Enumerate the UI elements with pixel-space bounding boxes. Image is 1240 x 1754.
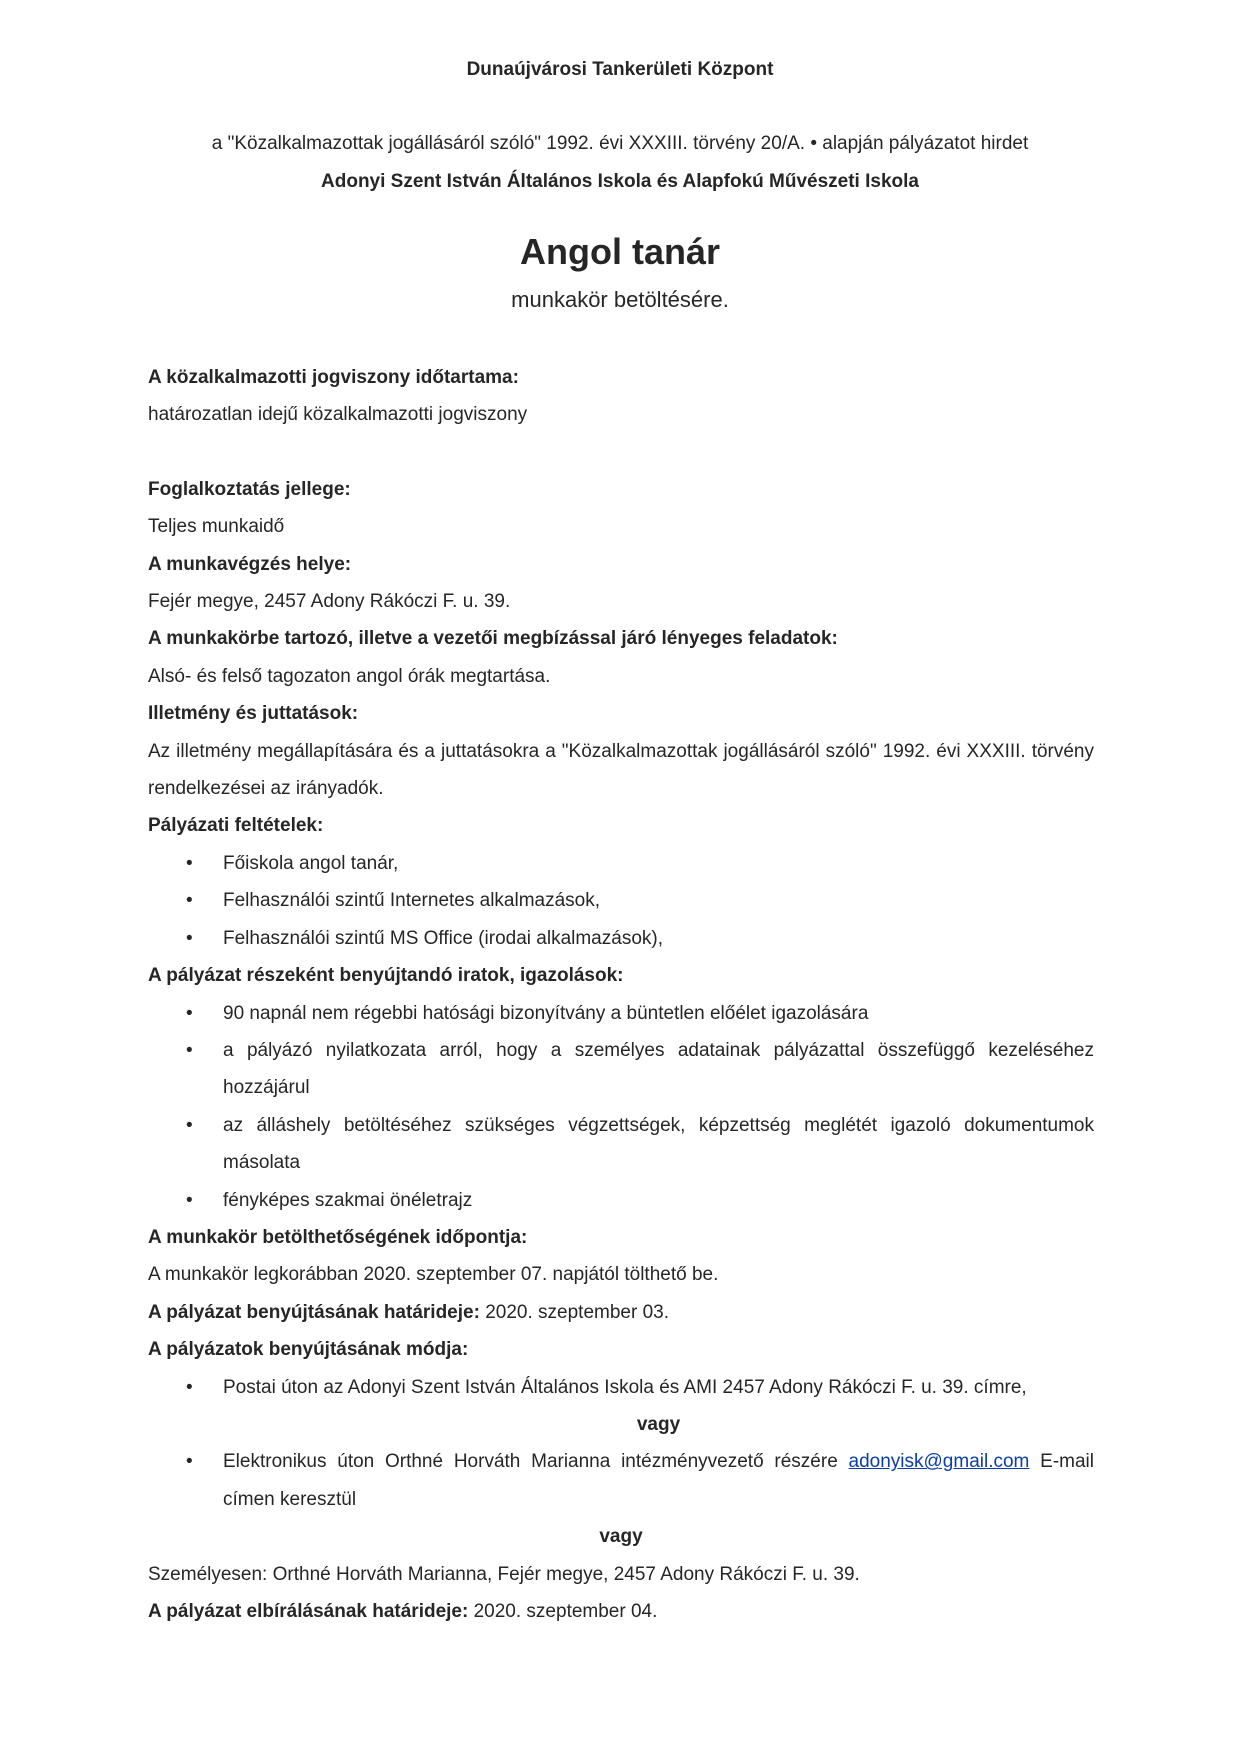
employment-label: Foglalkoztatás jellege: — [148, 478, 351, 500]
bullet-icon: • — [186, 852, 193, 874]
conditions-list — [148, 845, 1094, 957]
salary-label: Illetmény és juttatások: — [148, 703, 359, 725]
list-item — [148, 995, 1094, 1032]
list-item — [148, 1107, 1094, 1182]
start-label: A munkakör betölthetőségének időpontja: — [148, 1226, 528, 1248]
email-link[interactable]: adonyisk@gmail.com — [848, 1451, 1030, 1473]
submission-label: A pályázatok benyújtásának módja: — [148, 1339, 469, 1361]
bullet-icon: • — [186, 927, 193, 949]
list-item-text: Felhasználói szintű MS Office (irodai alkalmazások), — [223, 927, 663, 949]
list-item-text: Főiskola angol tanár, — [223, 852, 399, 874]
bullet-icon: • — [186, 1451, 193, 1473]
bullet-icon: • — [186, 1376, 193, 1398]
organization-name: Dunaújvárosi Tankerületi Központ — [466, 59, 774, 80]
page-title: Angol tanár — [519, 231, 720, 272]
page-subtitle: munkakör betöltésére. — [511, 287, 729, 312]
bullet-icon: • — [186, 890, 193, 912]
list-item — [148, 920, 1094, 957]
location-value: Fejér megye, 2457 Adony Rákóczi F. u. 39. — [148, 591, 511, 613]
list-item — [148, 1369, 1094, 1406]
postal-text: Postai úton az Adonyi Szent István Általános Iskola és AMI 2457 Adony Rákóczi F. u. 39. címre, — [223, 1376, 1027, 1398]
start-value: A munkakör legkorábban 2020. szeptember 07. napjától tölthető be. — [148, 1264, 719, 1286]
electronic-text-after: E-mail címen keresztül — [223, 1451, 1094, 1510]
documents-label: A pályázat részeként benyújtandó iratok, igazolások: — [148, 965, 624, 987]
tasks-value: Alsó- és felső tagozaton angol órák megtartása. — [148, 665, 551, 687]
or-separator: vagy — [636, 1413, 681, 1435]
bullet-icon: • — [186, 1002, 193, 1024]
salary-value: Az illetmény megállapítására és a juttatásokra a "Közalkalmazottak jogállásáról szóló" 1992. évi XXXIII. törvény rendelkezései az irányadók. — [148, 740, 1094, 800]
deadline-label: A pályázat benyújtásának határideje: — [148, 1301, 480, 1323]
bullet-icon: • — [186, 1114, 193, 1136]
list-item — [148, 1032, 1094, 1107]
conditions-label: Pályázati feltételek: — [148, 815, 324, 837]
or-separator: vagy — [599, 1526, 643, 1548]
list-item — [148, 882, 1094, 919]
tasks-label: A munkakörbe tartozó, illetve a vezetői megbízással járó lényeges feladatok: — [148, 628, 838, 650]
bullet-icon: • — [186, 1189, 193, 1211]
in-person-value: Személyesen: Orthné Horváth Marianna, Fejér megye, 2457 Adony Rákóczi F. u. 39. — [148, 1563, 860, 1585]
document-body — [148, 359, 1094, 1630]
deadline-value: 2020. szeptember 03. — [479, 1301, 669, 1323]
list-item — [148, 1182, 1094, 1219]
decision-line — [148, 1593, 1094, 1630]
bullet-icon: • — [186, 1039, 193, 1061]
list-item — [148, 845, 1094, 882]
list-item-text: az álláshely betöltéséhez szükséges végzettségek, képzettség meglétét igazoló dokumentumok másolata — [223, 1114, 1094, 1174]
school-name: Adonyi Szent István Általános Iskola és Alapfokú Művészeti Iskola — [321, 171, 919, 192]
decision-label: A pályázat elbírálásának határideje: — [148, 1601, 469, 1622]
list-item-text: a pályázó nyilatkozata arról, hogy a személyes adatainak pályázattal összefüggő kezeléséhez hozzájárul — [223, 1039, 1094, 1099]
list-item — [148, 1443, 1094, 1518]
duration-label: A közalkalmazotti jogviszony időtartama: — [148, 367, 519, 388]
submission-list-electronic — [148, 1443, 1094, 1518]
submission-list-postal — [148, 1369, 1094, 1406]
employment-value: Teljes munkaidő — [148, 516, 285, 538]
decision-value: 2020. szeptember 04. — [468, 1601, 658, 1622]
electronic-text-before: Elektronikus úton Orthné Horváth Marianna intézményvezető részére — [223, 1451, 849, 1473]
duration-value: határozatlan idejű közalkalmazotti jogviszony — [148, 404, 528, 426]
list-item-text: fényképes szakmai önéletrajz — [223, 1189, 473, 1211]
list-item-text: Felhasználói szintű Internetes alkalmazások, — [223, 890, 601, 912]
intro-line: a "Közalkalmazottak jogállásáról szóló" 1992. évi XXXIII. törvény 20/A. • alapján pályázatot hirdet — [211, 133, 1029, 154]
documents-list — [148, 995, 1094, 1219]
list-item-text: 90 napnál nem régebbi hatósági bizonyítvány a büntetlen előélet igazolására — [223, 1002, 869, 1024]
deadline-line — [148, 1294, 1094, 1331]
spacer — [148, 434, 1094, 471]
location-label: A munkavégzés helye: — [148, 553, 352, 575]
